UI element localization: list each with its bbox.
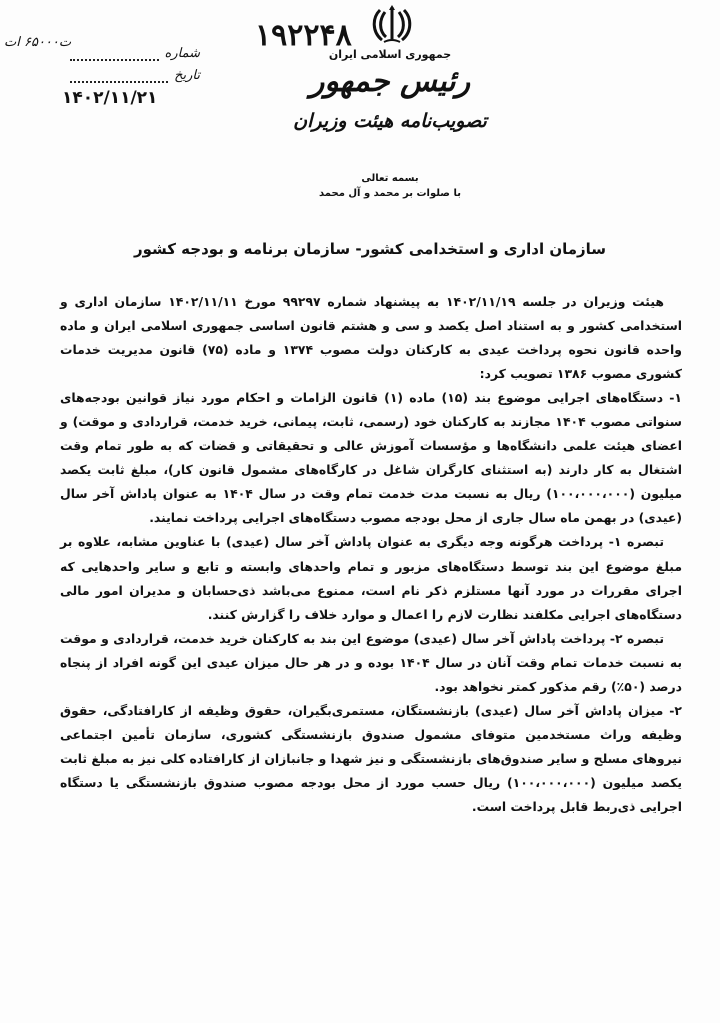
intro-paragraph: هیئت وزیران در جلسه ۱۴۰۲/۱۱/۱۹ به پیشنهاد شماره ۹۹۲۹۷ مورخ ۱۴۰۲/۱۱/۱۱ سازمان اداری و استخدامی کشور و به استناد اصل یکصد و سی و هشتم قانون اساسی جمهوری اسلامی ایران و ماده واحده قانون نحوه پرداخت عیدی به کارکنان دولت مصوب ۱۳۷۴ و ماده (۷۵) قانون مدیریت خدمات کشوری مصوب ۱۳۸۶ تصویب کرد:: [60, 294, 683, 382]
number-label: شماره: [164, 46, 200, 61]
addressee: سازمان اداری و استخدامی کشور- سازمان برنامه و بودجه کشور: [133, 240, 607, 258]
date-dotted-line: [70, 73, 168, 83]
clause-2: ۲- میزان پاداش آخر سال (عیدی) بازنشستگان، مستمری‌بگیران، حقوق وظیفه از کارافتادگی، حقوق وظیفه وراث مستخدمین متوفای مشمول صندوق بازنشستگی کشوری، سازمان تأمین اجتماعی نیروهای مسلح و سایر صندوق‌های بازنشستگی و نیز شهدا و جانبازان از کارافتاده کلی نیز به مبلغ ثابت یکصد میلیون (۱۰۰،۰۰۰،۰۰۰) ریال حسب مورد از محل بودجه مصوب صندوق بازنشستگی یا دستگاه اجرایی ذی‌ربط قابل پرداخت است.: [60, 702, 682, 814]
document-body: [60, 290, 682, 819]
document-type: تصویب‌نامه هیئت وزیران: [293, 110, 487, 132]
iran-emblem-icon: [370, 4, 414, 46]
number-dotted-line: [70, 51, 159, 61]
date-row: [70, 68, 200, 83]
country-name: جمهوری اسلامی ایران: [328, 48, 452, 61]
date-value: ۱۴۰۲/۱۱/۲۱: [62, 88, 158, 108]
office-title: رئیس جمهور: [309, 64, 471, 99]
reference-number: ۱۹۲۲۴۸: [255, 18, 352, 53]
bismillah: بسمه تعالی: [361, 173, 419, 184]
note-1: تبصره ۱- پرداخت هرگونه وجه دیگری به عنوان پاداش آخر سال (عیدی) با عناوین مشابه، علاوه بر مبلغ موضوع این بند توسط دستگاه‌های مزبور و تمام واحدهای وابسته و تابع و سایر واحدهایی که اجرای مقررات در مورد آنها مستلزم ذکر نام است، ممنوع می‌باشد ذی‌حسابان و مدیران امور مالی دستگاه‌های اجرایی مکلفند نظارت لازم را اعمال و موارد خلاف را گزارش کنند.: [60, 534, 682, 622]
clause-1: ۱- دستگاه‌های اجرایی موضوع بند (۱۵) ماده (۱) قانون الزامات و احکام مورد نیاز قوانین بودجه‌های سنواتی مصوب ۱۴۰۴ مجازند به کارکنان خود (رسمی، ثابت، پیمانی، خرید خدمت، قراردادی و موقت) و اعضای هیئت علمی دانشگاه‌ها و مؤسسات آموزش عالی و تحقیقاتی و قضات که به طور تمام وقت اشتغال به کار دارند (به استثنای کارگران شاغل در کارگاه‌های مشمول قانون کار)، مبلغ ثابت یکصد میلیون (۱۰۰،۰۰۰،۰۰۰) ریال به نسبت مدت خدمت تمام وقت در سال ۱۴۰۴ به عنوان پاداش آخر سال (عیدی) در بهمن ماه سال جاری از محل بودجه مصوب دستگاه‌های اجرایی پرداخت نمایند.: [60, 390, 682, 526]
salutation: با صلوات بر محمد و آل محمد: [319, 188, 461, 199]
reference-suffix: ت۶۵۰۰۰ ات: [4, 35, 72, 50]
date-label: تاریخ: [174, 68, 200, 83]
note-2: تبصره ۲- پرداخت پاداش آخر سال (عیدی) موضوع این بند به کارکنان خرید خدمت، قراردادی و موقت به نسبت خدمات تمام وقت آنان در سال ۱۴۰۴ بوده و در هر حال میزان عیدی این گونه افراد از پنجاه درصد (۵۰٪) رقم مذکور کمتر نخواهد بود.: [60, 630, 682, 694]
number-row: [70, 46, 200, 61]
